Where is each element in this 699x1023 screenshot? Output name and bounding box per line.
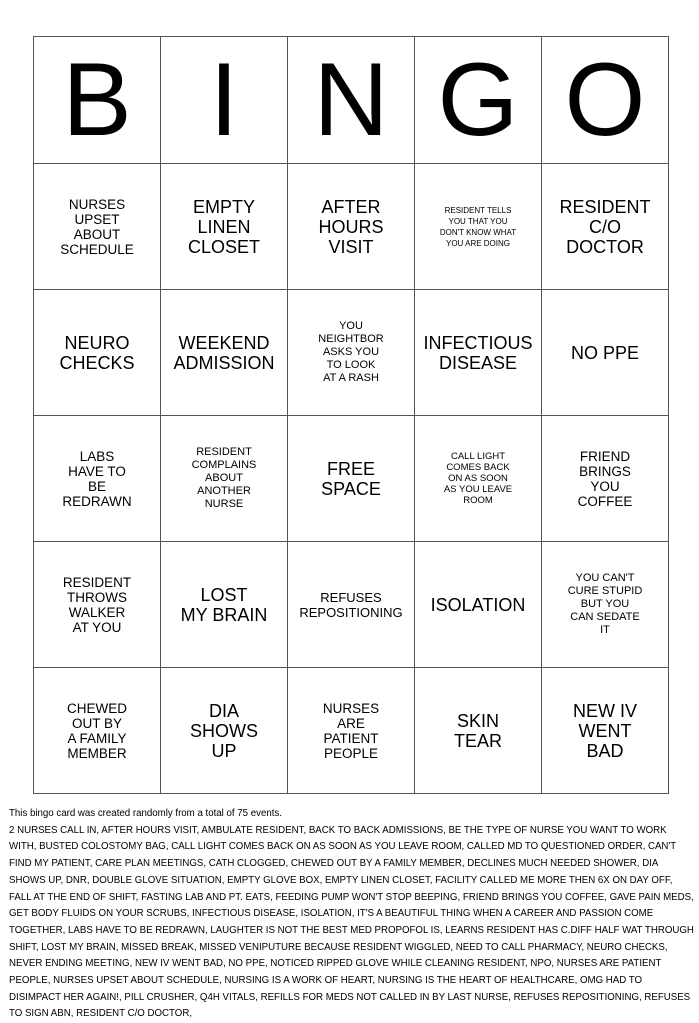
- bingo-cell: DIA SHOWS UP: [161, 668, 288, 794]
- header-row: [34, 37, 669, 164]
- bingo-row: [34, 542, 669, 668]
- bingo-cell: LOST MY BRAIN: [161, 542, 288, 668]
- free-space-cell: FREE SPACE: [288, 416, 415, 542]
- bingo-card: [33, 36, 669, 794]
- bingo-cell: YOU CAN'T CURE STUPID BUT YOU CAN SEDATE IT: [542, 542, 669, 668]
- header-letter-i: I: [161, 37, 288, 164]
- bingo-cell: WEEKEND ADMISSION: [161, 290, 288, 416]
- bingo-cell: RESIDENT C/O DOCTOR: [542, 164, 669, 290]
- bingo-cell: NO PPE: [542, 290, 669, 416]
- bingo-cell: RESIDENT THROWS WALKER AT YOU: [34, 542, 161, 668]
- bingo-cell: RESIDENT TELLS YOU THAT YOU DON'T KNOW WHAT YOU ARE DOING: [415, 164, 542, 290]
- bingo-row: [34, 164, 669, 290]
- bingo-cell: CALL LIGHT COMES BACK ON AS SOON AS YOU LEAVE ROOM: [415, 416, 542, 542]
- header-letter-n: N: [288, 37, 415, 164]
- header-letter-g: G: [415, 37, 542, 164]
- bingo-row: [34, 668, 669, 794]
- bingo-cell: YOU NEIGHTBOR ASKS YOU TO LOOK AT A RASH: [288, 290, 415, 416]
- bingo-cell: NURSES UPSET ABOUT SCHEDULE: [34, 164, 161, 290]
- bingo-cell: REFUSES REPOSITIONING: [288, 542, 415, 668]
- bingo-cell: CHEWED OUT BY A FAMILY MEMBER: [34, 668, 161, 794]
- bingo-cell: FRIEND BRINGS YOU COFFEE: [542, 416, 669, 542]
- header-letter-o: O: [542, 37, 669, 164]
- bingo-cell: EMPTY LINEN CLOSET: [161, 164, 288, 290]
- bingo-cell: SKIN TEAR: [415, 668, 542, 794]
- event-list-footer: [9, 806, 694, 1023]
- bingo-cell: RESIDENT COMPLAINS ABOUT ANOTHER NURSE: [161, 416, 288, 542]
- bingo-cell: NEURO CHECKS: [34, 290, 161, 416]
- bingo-row: [34, 290, 669, 416]
- bingo-cell: AFTER HOURS VISIT: [288, 164, 415, 290]
- footer-intro: This bingo card was created randomly from a total of 75 events.: [9, 808, 283, 819]
- bingo-cell: LABS HAVE TO BE REDRAWN: [34, 416, 161, 542]
- bingo-row: [34, 416, 669, 542]
- bingo-cell: NEW IV WENT BAD: [542, 668, 669, 794]
- bingo-cell: ISOLATION: [415, 542, 542, 668]
- bingo-cell: NURSES ARE PATIENT PEOPLE: [288, 668, 415, 794]
- header-letter-b: B: [34, 37, 161, 164]
- bingo-cell: INFECTIOUS DISEASE: [415, 290, 542, 416]
- footer-events: 2 NURSES CALL IN, AFTER HOURS VISIT, AMBULATE RESIDENT, BACK TO BACK ADMISSIONS, BE THE TYPE OF NURSE YOU WANT TO WORK WITH, BUSTED COLOSTOMY BAG, CALL LIGHT COMES BACK ON AS SOON AS YOU LEAVE ROOM, CALLED MD TO QUESTIONED ORDER, CAN'T FIND MY PATIENT, CARE PLAN MEETINGS, CATH CLOGGED, CHEWED OUT BY A FAMILY MEMBER, DECLINES MUCH NEEDED SHOWER, DIA SHOWS UP, DNR, DOUBLE GLOVE SITUATION, EMPTY GLOVE BOX, EMPTY LINEN CLOSET, FACILITY CALLED ME MORE THEN 6X ON DAY OFF, FALL AT THE END OF SHIFT, FASTING LAB AND PT. EATS, FEEDING PUMP WON'T STOP BEEPING, FRIEND BRINGS YOU COFFEE, GAVE PAIN MEDS, GET BODY FLUIDS ON YOUR SCRUBS, INFECTIOUS DISEASE, ISOLATION, IT'S A BEAUTIFUL THING WHEN A CAREER AND PASSION COME TOGETHER, LABS HAVE TO BE REDRAWN, LAUGHTER IS NOT THE BEST MED PROPOFOL IS, LEARNS RESIDENT HAS C.DIFF HALF WAT THROUGH SHIFT, LOST MY BRAIN, MISSED BREAK, MISSED VENIPUTURE BECAUSE RESIDENT WIGGLED, NEED TO CALL PHARMACY, NEURO CHECKS, NEVER ENDING MEETING, NEW IV WENT BAD, NO PPE, NOTICED RIPPED GLOVE WHILE CLEANING RESIDENT, NPO, NURSES ARE PATIENT PEOPLE, NURSES UPSET ABOUT SCHEDULE, NURSING IS A WORK OF HEART, NURSING IS THE HEART OF HEALTHCARE, OMG HAD TO DISIMPACT HER AGAIN!, PILL CRUSHER, Q4H VITALS, REFILLS FOR MEDS NOT CALLED IN BY LAST NURSE, REFUSES REPOSITIONING, REFUSES TO SIGN ABN, RESIDENT C/O DOCTOR,: [9, 824, 694, 1020]
